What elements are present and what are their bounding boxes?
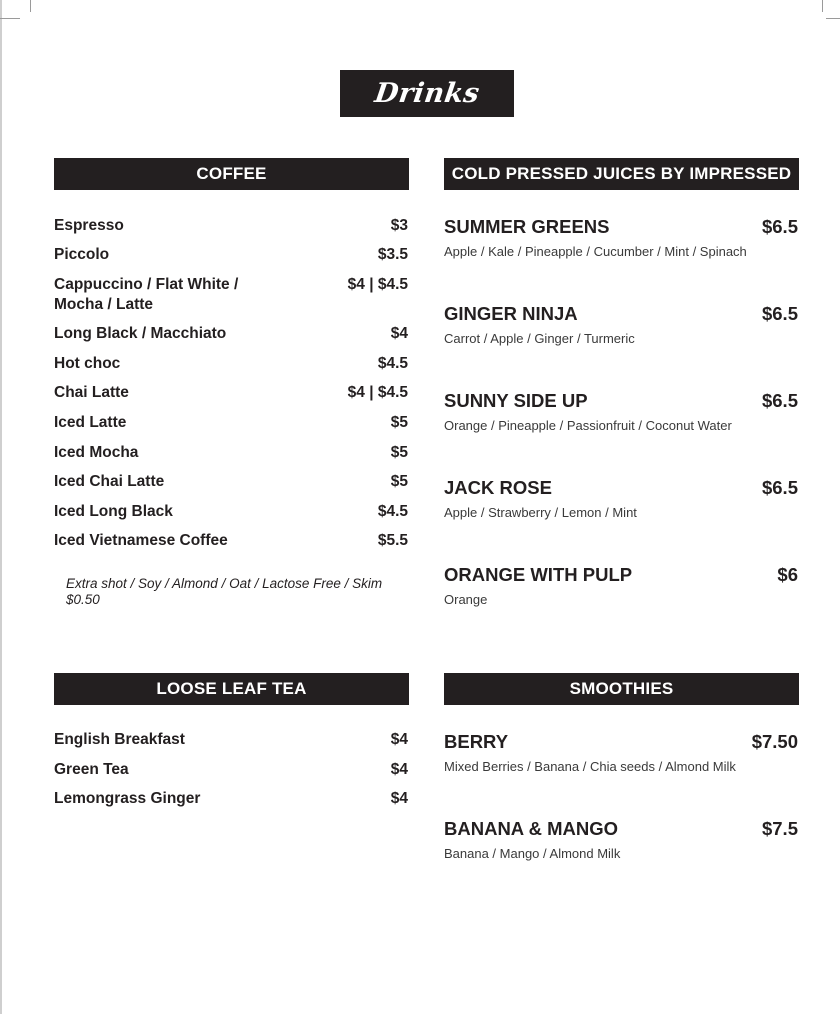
smoothie-list	[444, 730, 798, 904]
menu-item-description: Orange	[444, 592, 488, 607]
menu-item-price: $4.5	[377, 503, 408, 520]
menu-item-description: Mixed Berries / Banana / Chia seeds / Almond Milk	[444, 759, 736, 774]
menu-item	[54, 760, 408, 780]
tea-header	[54, 673, 409, 705]
menu-item-price: $3	[390, 217, 408, 234]
menu-item-name: Cappuccino / Flat White / Mocha / Latte	[54, 276, 239, 313]
menu-item-price: $7.50	[751, 731, 798, 752]
menu-item	[444, 563, 798, 650]
menu-item-price: $5	[390, 414, 408, 431]
menu-item-name: GINGER NINJA	[444, 303, 578, 324]
menu-item-name: Iced Latte	[54, 414, 127, 431]
menu-item-price: $4.5	[377, 355, 408, 372]
crop-mark	[30, 0, 31, 12]
menu-item-name: ORANGE WITH PULP	[444, 564, 633, 585]
menu-item	[54, 730, 408, 750]
menu-item	[54, 531, 408, 551]
menu-item	[444, 302, 798, 389]
menu-item-description: Banana / Mango / Almond Milk	[444, 846, 621, 861]
coffee-extras-note: Extra shot / Soy / Almond / Oat / Lactose Free / Skim $0.50	[66, 576, 383, 607]
menu-item-name: SUNNY SIDE UP	[444, 390, 588, 411]
menu-item-name: Espresso	[54, 217, 124, 234]
menu-item	[444, 476, 798, 563]
menu-item-price: $5.5	[377, 532, 408, 549]
menu-item	[444, 389, 798, 476]
crop-mark	[822, 0, 823, 12]
menu-item	[54, 216, 408, 236]
page-edge	[0, 0, 2, 1014]
menu-item	[54, 472, 408, 492]
menu-item-description: Carrot / Apple / Ginger / Turmeric	[444, 331, 635, 346]
menu-item-description: Orange / Pineapple / Passionfruit / Coconut Water	[444, 418, 732, 433]
menu-item-price: $3.5	[377, 246, 408, 263]
menu-item-heading	[444, 563, 798, 587]
menu-item-name: English Breakfast	[54, 731, 185, 748]
menu-item-price: $6.5	[761, 303, 798, 324]
menu-item	[54, 502, 408, 522]
menu-item-name: Iced Long Black	[54, 503, 173, 520]
menu-item-name: Hot choc	[54, 355, 121, 372]
menu-item	[54, 443, 408, 463]
smoothies-header-label: SMOOTHIES	[569, 679, 674, 698]
menu-item-name: Long Black / Macchiato	[54, 325, 227, 342]
menu-item-name: Lemongrass Ginger	[54, 790, 201, 807]
menu-item-heading	[444, 389, 798, 413]
menu-item-name: Iced Mocha	[54, 444, 139, 461]
menu-item	[444, 215, 798, 302]
menu-item	[444, 730, 798, 817]
menu-item	[54, 383, 408, 403]
coffee-header-label: COFFEE	[196, 164, 267, 183]
menu-item-heading	[444, 476, 798, 500]
menu-item	[54, 324, 408, 344]
menu-item-price: $4	[390, 761, 408, 778]
menu-item-description: Apple / Strawberry / Lemon / Mint	[444, 505, 637, 520]
menu-item-heading	[444, 730, 798, 754]
menu-item-price: $5	[390, 473, 408, 490]
juices-header-label: COLD PRESSED JUICES BY IMPRESSED	[451, 164, 792, 183]
menu-item-name: Green Tea	[54, 761, 129, 778]
menu-item	[54, 413, 408, 433]
menu-item-price: $7.5	[761, 818, 798, 839]
menu-item-name: Piccolo	[54, 246, 110, 263]
smoothies-header	[444, 673, 799, 705]
menu-item-price: $4 | $4.5	[347, 276, 408, 293]
menu-item-price: $4	[390, 731, 408, 748]
menu-item-price: $4 | $4.5	[347, 384, 408, 401]
menu-item-heading	[444, 817, 798, 841]
menu-item	[54, 245, 408, 265]
menu-item-name: BERRY	[444, 731, 509, 752]
menu-item-price: $5	[390, 444, 408, 461]
tea-header-label: LOOSE LEAF TEA	[156, 679, 307, 698]
menu-title	[340, 70, 514, 117]
crop-mark	[826, 18, 840, 19]
menu-title-text: Drinks	[372, 78, 482, 109]
menu-item-heading	[444, 215, 798, 239]
menu-item-description: Apple / Kale / Pineapple / Cucumber / Mint / Spinach	[444, 244, 747, 259]
menu-item	[54, 275, 408, 315]
menu-item-price: $4	[390, 325, 408, 342]
menu-item-price: $6.5	[761, 477, 798, 498]
menu-item	[444, 817, 798, 904]
menu-item-name: Iced Vietnamese Coffee	[54, 532, 228, 549]
menu-item-price: $6.5	[761, 390, 798, 411]
menu-item-heading	[444, 302, 798, 326]
menu-item	[54, 789, 408, 809]
menu-item-name: SUMMER GREENS	[444, 216, 610, 237]
menu-item-name: JACK ROSE	[444, 477, 552, 498]
crop-mark	[0, 18, 20, 19]
menu-item-price: $6	[777, 564, 798, 585]
menu-item-price: $6.5	[761, 216, 798, 237]
menu-item-name: Chai Latte	[54, 384, 129, 401]
coffee-header	[54, 158, 409, 190]
menu-item	[54, 354, 408, 374]
menu-item-price: $4	[390, 790, 408, 807]
juice-list	[444, 215, 798, 650]
menu-item-name: BANANA & MANGO	[444, 818, 619, 839]
juices-header	[444, 158, 799, 190]
menu-item-name: Iced Chai Latte	[54, 473, 165, 490]
